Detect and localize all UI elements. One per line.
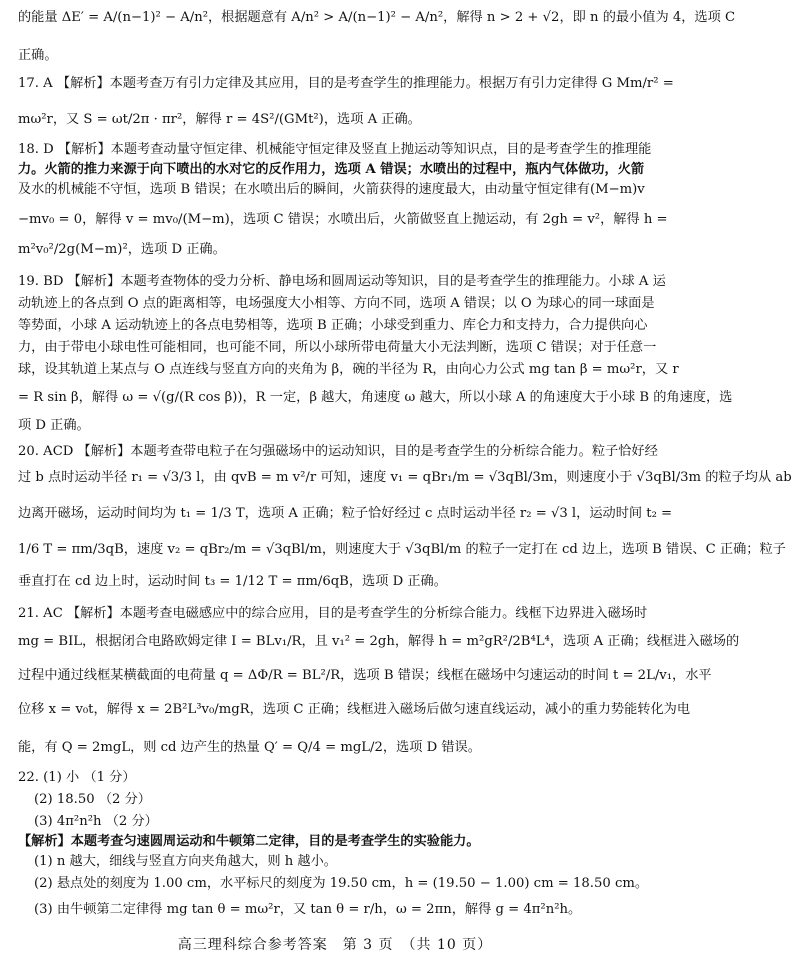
text-line: = R sin β，解得 ω = √(g/(R cos β))，R 一定，β 越大，角速度 ω 越大，所以小球 A 的角速度大于小球 B 的角速度，选 [18, 390, 733, 405]
text-line: 21. AC 【解析】本题考查电磁感应中的综合应用，目的是考查学生的分析综合能力。线框下边界进入磁场时 [18, 606, 648, 621]
text-line: 17. A 【解析】本题考查万有引力定律及其应用，目的是考查学生的推理能力。根据万有引力定律得 G Mm/r² = [18, 76, 674, 91]
text-line: 能，有 Q = 2mgL，则 cd 边产生的热量 Q′ = Q/4 = mgL/2，选项 D 错误。 [18, 740, 481, 755]
text-line: −mv₀ = 0，解得 v = mv₀/(M−m)，选项 C 错误；水喷出后，火箭做竖直上抛运动，有 2gh = v²，解得 h = [18, 212, 668, 227]
text-line: 球，设其轨道上某点与 O 点连线与竖直方向的夹角为 β，碗的半径为 R，由向心力公式 mg tan β = mω²r，又 r [18, 362, 679, 377]
text-line: (3) 由牛顿第二定律得 mg tan θ = mω²r，又 tan θ = r/h，ω = 2πn，解得 g = 4π²n²h。 [34, 902, 582, 917]
text-line: 垂直打在 cd 边上时，运动时间 t₃ = 1/12 T = πm/6qB，选项 D 正确。 [18, 574, 447, 589]
text-line: 力。火箭的推力来源于向下喷出的水对它的反作用力，选项 A 错误；水喷出的过程中，瓶内气体做功，火箭 [18, 162, 645, 177]
text-line: 动轨迹上的各点到 O 点的距离相等，电场强度大小相等、方向不同，选项 A 错误；以 O 为球心的同一球面是 [18, 296, 655, 311]
text-line: mω²r，又 S = ωt/2π · πr²，解得 r = 4S²/(GMt²)，选项 A 正确。 [18, 112, 421, 127]
text-line: (1) n 越大，细线与竖直方向夹角越大，则 h 越小。 [34, 854, 337, 869]
text-line: 过程中通过线框某横截面的电荷量 q = ΔΦ/R = BL²/R，选项 B 错误；线框在磁场中匀速运动的时间 t = 2L/v₁，水平 [18, 668, 712, 683]
text-line: 项 D 正确。 [18, 418, 90, 433]
text-line: (2) 18.50 （2 分） [34, 792, 151, 807]
text-line: 18. D 【解析】本题考查动量守恒定律、机械能守恒定律及竖直上抛运动等知识点，目的是考查学生的推理能 [18, 142, 652, 157]
text-line: 位移 x = v₀t，解得 x = 2B²L³v₀/mgR，选项 C 正确；线框进入磁场后做匀速直线运动，减小的重力势能转化为电 [18, 702, 691, 717]
text-line: 过 b 点时运动半径 r₁ = √3/3 l，由 qvB = m v²/r 可知，速度 v₁ = qBr₁/m = √3qBl/3m，则速度小于 √3qBl/3m 的粒子均从 ab [18, 470, 792, 485]
text-line: mg = BIL，根据闭合电路欧姆定律 I = BLv₁/R，且 v₁² = 2gh，解得 h = m²gR²/2B⁴L⁴，选项 A 正确；线框进入磁场的 [18, 634, 740, 649]
text-line: m²v₀²/2g(M−m)²，选项 D 正确。 [18, 242, 226, 257]
text-line: 【解析】本题考查匀速圆周运动和牛顿第二定律，目的是考查学生的实验能力。 [18, 834, 480, 849]
text-line: 19. BD 【解析】本题考查物体的受力分析、静电场和圆周运动等知识，目的是考查学生的推理能力。小球 A 运 [18, 274, 666, 289]
text-line: 等势面，小球 A 运动轨迹上的各点电势相等，选项 B 正确；小球受到重力、库仑力和支持力，合力提供向心 [18, 318, 648, 333]
text-line: 及水的机械能不守恒，选项 B 错误；在水喷出后的瞬间，火箭获得的速度最大，由动量守恒定律有(M−m)v [18, 182, 645, 197]
text-line: (3) 4π²n²h （2 分） [34, 814, 158, 829]
text-line: 22. (1) 小 （1 分） [18, 770, 136, 785]
text-line: 力，由于带电小球电性可能相同，也可能不同，所以小球所带电荷量大小无法判断，选项 C 错误；对于任意一 [18, 340, 657, 355]
text-line: 正确。 [18, 48, 58, 63]
text-line: 边离开磁场，运动时间均为 t₁ = 1/3 T，选项 A 正确；粒子恰好经过 c 点时运动半径 r₂ = √3 l，运动时间 t₂ = [18, 506, 673, 521]
page-footer: 高三理科综合参考答案 第 3 页 （共 10 页） [177, 937, 493, 953]
text-line: 的能量 ΔE′ = A/(n−1)² − A/n²，根据题意有 A/n² > A/(n−1)² − A/n²，解得 n > 2 + √2，即 n 的最小值为 4，选项 C [18, 10, 736, 25]
text-line: 1/6 T = πm/3qB，速度 v₂ = qBr₂/m = √3qBl/m，则速度大于 √3qBl/m 的粒子一定打在 cd 边上，选项 B 错误、C 正确；粒子 [18, 542, 786, 557]
text-line: 20. ACD 【解析】本题考查带电粒子在匀强磁场中的运动知识，目的是考查学生的分析综合能力。粒子恰好经 [18, 444, 658, 459]
text-line: (2) 悬点处的刻度为 1.00 cm，水平标尺的刻度为 19.50 cm，h = (19.50 − 1.00) cm = 18.50 cm。 [34, 876, 649, 891]
